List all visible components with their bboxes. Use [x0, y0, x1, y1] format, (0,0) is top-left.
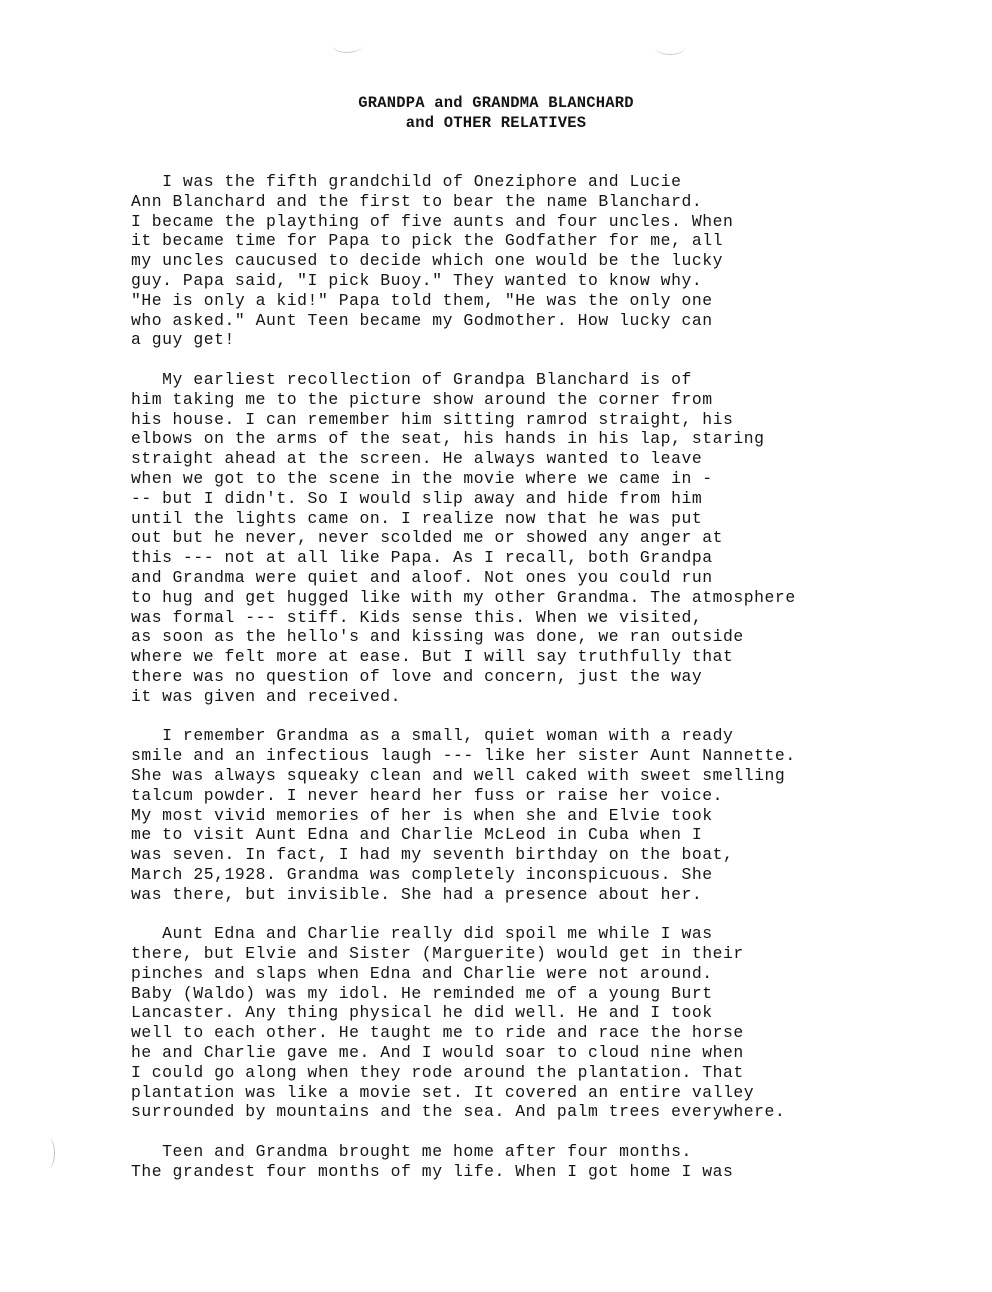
title-line-2: and OTHER RELATIVES — [405, 114, 587, 132]
text-line: and Grandma were quiet and aloof. Not ones you could run — [131, 567, 713, 587]
text-line: to hug and get hugged like with my other Grandma. The atmosphere — [131, 587, 796, 607]
punch-hole-mark-right — [655, 40, 685, 55]
text-line: was formal --- stiff. Kids sense this. When we visited, — [131, 607, 703, 627]
text-line: it was given and received. — [131, 686, 402, 706]
text-line: elbows on the arms of the seat, his hands in his lap, staring — [131, 429, 765, 449]
text-line: this --- not at all like Papa. As I recall, both Grandpa — [131, 548, 713, 568]
document-title — [0, 93, 992, 133]
text-line: Ann Blanchard and the first to bear the name Blanchard. — [131, 191, 703, 211]
text-line: where we felt more at ease. But I will say truthfully that — [131, 647, 734, 667]
punch-hole-mark-left — [332, 38, 362, 53]
title-line-1: GRANDPA and GRANDMA BLANCHARD — [358, 94, 634, 112]
text-line: his house. I can remember him sitting ramrod straight, his — [131, 409, 734, 429]
text-line: My earliest recollection of Grandpa Blanchard is of — [131, 369, 692, 389]
text-line: out but he never, never scolded me or showed any anger at — [131, 528, 724, 548]
text-line: surrounded by mountains and the sea. And palm trees everywhere. — [131, 1102, 786, 1122]
text-line: pinches and slaps when Edna and Charlie were not around. — [131, 963, 713, 983]
paragraph-grandma — [131, 726, 796, 904]
paragraph-home — [131, 1142, 796, 1182]
text-line: was there, but invisible. She had a presence about her. — [131, 884, 703, 904]
text-line: until the lights came on. I realize now that he was put — [131, 508, 703, 528]
text-line: She was always squeaky clean and well caked with sweet smelling — [131, 765, 786, 785]
text-line: "He is only a kid!" Papa told them, "He was the only one — [131, 290, 713, 310]
text-line: Lancaster. Any thing physical he did well. He and I took — [131, 1003, 713, 1023]
text-line: well to each other. He taught me to ride and race the horse — [131, 1023, 744, 1043]
text-line: a guy get! — [131, 330, 235, 350]
text-line: when we got to the scene in the movie where we came in - — [131, 468, 713, 488]
paragraph-cuba — [131, 924, 796, 1122]
text-line: he and Charlie gave me. And I would soar to cloud nine when — [131, 1043, 744, 1063]
text-line: as soon as the hello's and kissing was done, we ran outside — [131, 627, 744, 647]
text-line: guy. Papa said, "I pick Buoy." They wanted to know why. — [131, 270, 703, 290]
text-line: there, but Elvie and Sister (Marguerite) would get in their — [131, 944, 744, 964]
text-line: there was no question of love and concern, just the way — [131, 666, 703, 686]
text-line: my uncles caucused to decide which one would be the lucky — [131, 251, 724, 271]
text-line: straight ahead at the screen. He always wanted to leave — [131, 449, 703, 469]
text-line: My most vivid memories of her is when she and Elvie took — [131, 805, 713, 825]
text-line: The grandest four months of my life. When I got home I was — [131, 1161, 734, 1181]
text-line: I remember Grandma as a small, quiet woman with a ready — [131, 726, 734, 746]
text-line: Aunt Edna and Charlie really did spoil me while I was — [131, 924, 713, 944]
paragraph-godfather — [131, 172, 796, 350]
text-line: March 25,1928. Grandma was completely inconspicuous. She — [131, 864, 713, 884]
text-line: plantation was like a movie set. It covered an entire valley — [131, 1082, 755, 1102]
text-line: I was the fifth grandchild of Oneziphore and Lucie — [131, 172, 682, 191]
text-line: him taking me to the picture show around the corner from — [131, 389, 713, 409]
text-line: was seven. In fact, I had my seventh birthday on the boat, — [131, 845, 734, 865]
document-body — [131, 172, 796, 1201]
text-line: me to visit Aunt Edna and Charlie McLeod in Cuba when I — [131, 825, 703, 845]
text-line: I could go along when they rode around the plantation. That — [131, 1062, 744, 1082]
text-line: talcum powder. I never heard her fuss or raise her voice. — [131, 785, 724, 805]
text-line: smile and an infectious laugh --- like her sister Aunt Nannette. — [131, 746, 796, 766]
text-line: who asked." Aunt Teen became my Godmother. How lucky can — [131, 310, 713, 330]
margin-mark — [42, 1138, 55, 1168]
text-line: I became the plaything of five aunts and four uncles. When — [131, 211, 734, 231]
paragraph-grandpa — [131, 370, 796, 707]
text-line: Baby (Waldo) was my idol. He reminded me of a young Burt — [131, 983, 713, 1003]
text-line: it became time for Papa to pick the Godfather for me, all — [131, 231, 724, 251]
text-line: -- but I didn't. So I would slip away and hide from him — [131, 488, 703, 508]
text-line: Teen and Grandma brought me home after four months. — [131, 1142, 692, 1162]
